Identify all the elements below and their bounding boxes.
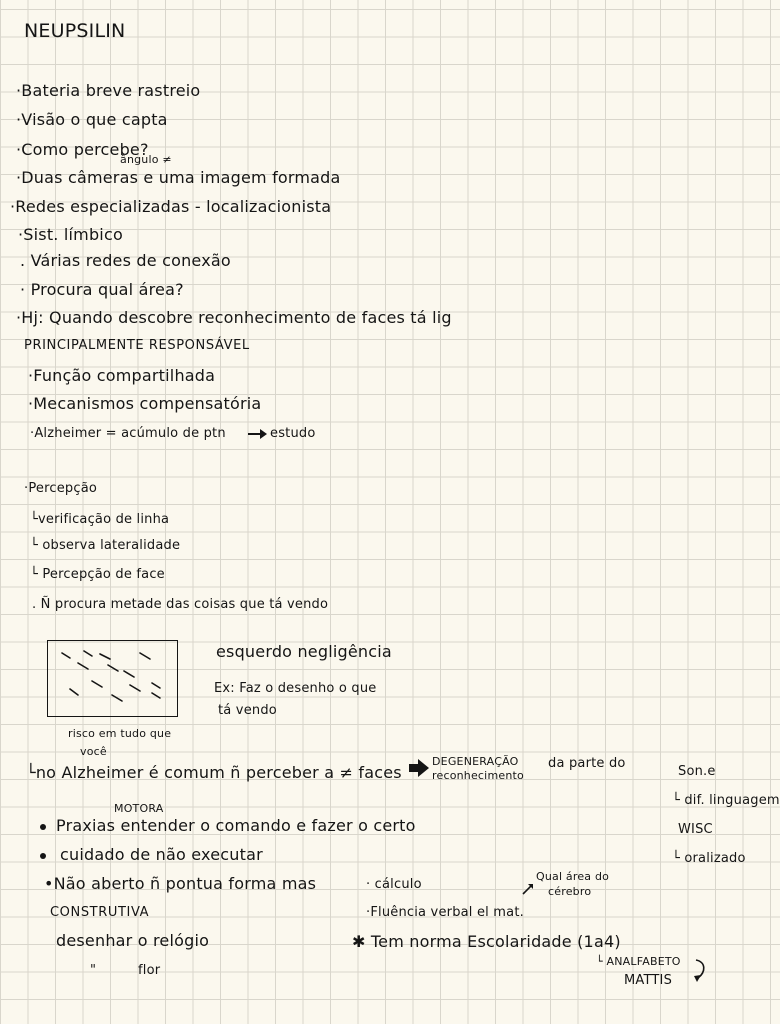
motora-label: MOTORA (114, 802, 164, 815)
construtiva-label: CONSTRUTIVA (50, 905, 150, 920)
motora-item-2: cuidado de não executar (60, 845, 263, 864)
degeneracao-label: DEGENERAÇÃO (432, 755, 519, 768)
bullet-icon (40, 824, 46, 830)
calculo-item: · cálculo (366, 877, 422, 892)
curved-arrow-icon (690, 958, 710, 984)
son-e-label: Son.e (678, 764, 716, 779)
note-line-2: ·Visão o que capta (16, 110, 168, 129)
percepcao-item-4: . Ñ procura metade das coisas que tá vendo (32, 597, 329, 612)
figure-caption-title: esquerdo negligência (216, 642, 392, 661)
page-title: NEUPSILIN (24, 20, 126, 42)
note-line-13: ·Alzheimer = acúmulo de ptn (30, 426, 226, 441)
figure-caption-ex2: tá vendo (218, 703, 277, 718)
tem-norma-item: ✱ Tem norma Escolaridade (1a4) (352, 932, 621, 951)
note-line-14: estudo (270, 426, 316, 441)
wisc-label: WISC (678, 822, 713, 837)
annotation-angulo: ângulo ≠ (120, 153, 172, 166)
mattis-label: MATTIS (624, 973, 673, 988)
note-line-12: ·Mecanismos compensatória (28, 394, 262, 413)
figure-caption-ex: Ex: Faz o desenho o que (214, 681, 377, 696)
desenhar-relogio: desenhar o relógio (56, 931, 210, 950)
note-line-8: · Procura qual área? (20, 280, 184, 299)
note-line-7: . Várias redes de conexão (20, 251, 231, 270)
arrow-up-right-icon (521, 882, 535, 896)
motora-item-3: •Não aberto ñ pontua forma mas (44, 874, 317, 893)
percepcao-item-1: └verificação de linha (30, 512, 170, 527)
bullet-icon (40, 853, 46, 859)
cerebro-label: cérebro (548, 885, 592, 898)
ditto-mark: " (90, 963, 97, 978)
note-line-1: ·Bateria breve rastreio (16, 81, 201, 100)
motora-item-1: Praxias entender o comando e fazer o certo (56, 816, 416, 835)
flor-label: flor (138, 963, 161, 978)
note-line-11: ·Função compartilhada (28, 366, 216, 385)
da-parte-label: da parte do (548, 756, 626, 771)
fluencia-item: ·Fluência verbal el mat. (366, 905, 524, 920)
line-cancellation-figure (47, 640, 178, 717)
alzheimer-line: └no Alzheimer é comum ñ perceber a ≠ faces (26, 763, 402, 782)
note-line-4: ·Duas câmeras e uma imagem formada (16, 168, 341, 187)
percepcao-heading: ·Percepção (24, 481, 98, 496)
reconhecimento-label: reconhecimento (432, 769, 524, 782)
note-line-9: ·Hj: Quando descobre reconhecimento de faces tá lig (16, 308, 452, 327)
percepcao-item-3: └ Percepção de face (30, 567, 165, 582)
note-line-5: ·Redes especializadas - localizacionista (10, 197, 332, 216)
analfabeto-label: └ ANALFABETO (596, 955, 681, 968)
arrow-right-icon (408, 758, 430, 778)
oralizado-label: └ oralizado (672, 851, 746, 866)
figure-below-1: risco em tudo que (68, 727, 172, 740)
arrow-icon (246, 427, 268, 441)
note-line-6: ·Sist. límbico (18, 225, 123, 244)
note-line-3: ·Como percebe? (16, 140, 149, 159)
dif-linguagem-label: └ dif. linguagem (672, 793, 780, 808)
note-line-10: PRINCIPALMENTE RESPONSÁVEL (24, 338, 250, 353)
percepcao-item-2: └ observa lateralidade (30, 538, 181, 553)
qual-area-label: Qual área do (536, 870, 610, 883)
hatch-marks (48, 641, 177, 716)
figure-below-2: você (80, 745, 107, 758)
